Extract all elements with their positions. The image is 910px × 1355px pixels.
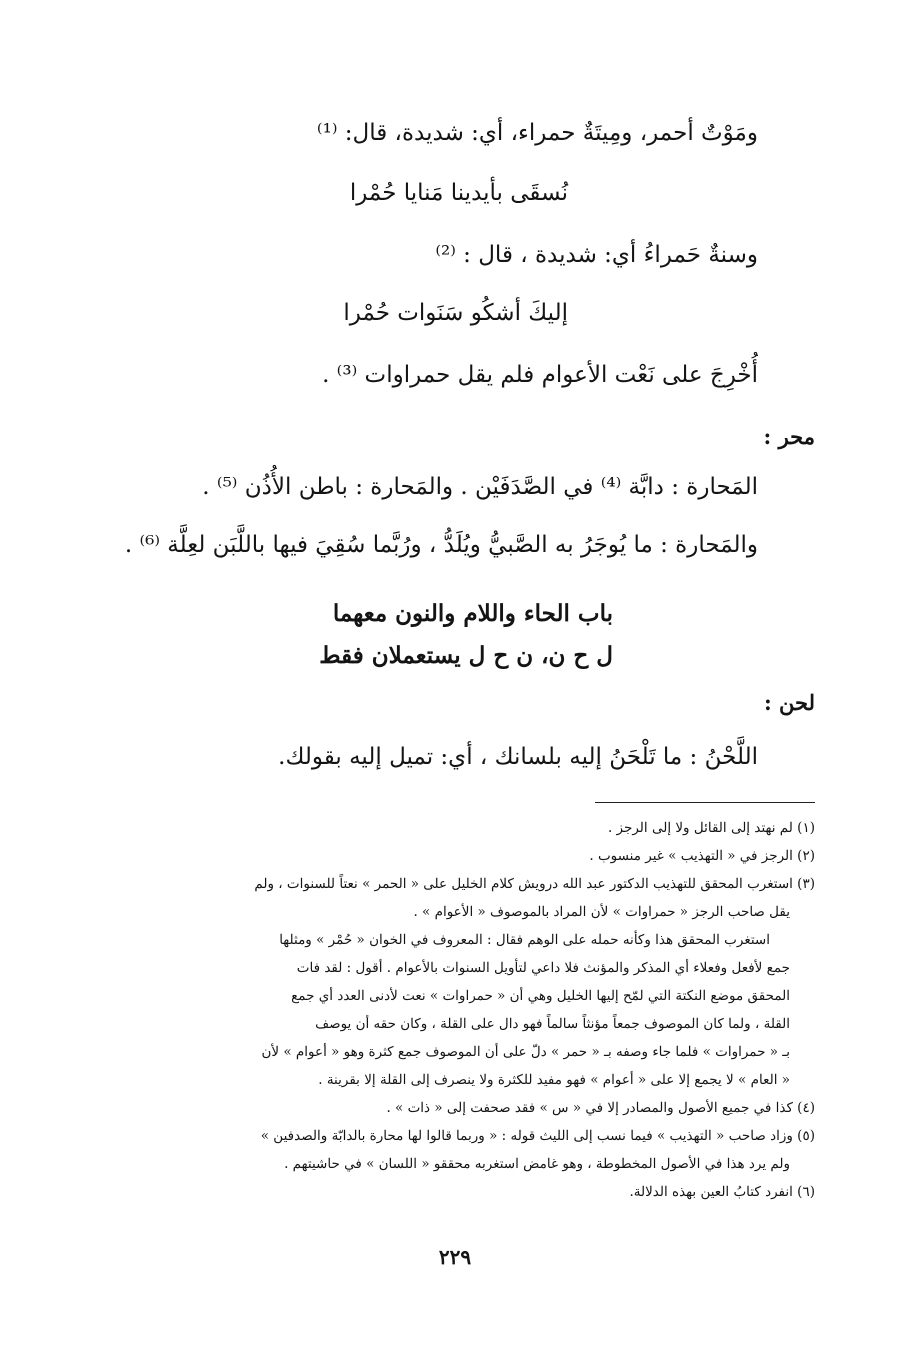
footnote-4: (٤) كذا في جميع الأصول والمصادر إلا في « س » فقد صحفت إلى « ذات » . xyxy=(386,1100,815,1116)
footnote-3-cont: « العام » لا يجمع إلا على « أعوام » فهو مفيد للكثرة ولا ينصرف إلى القلة إلا بقرينة . xyxy=(318,1072,790,1088)
footnote-separator xyxy=(595,802,815,803)
footnote-3: (٣) استغرب المحقق للتهذيب الدكتور عبد الله درويش كلام الخليل على « الحمر » نعتاً للسنوات ، ولم xyxy=(254,876,815,892)
footnote-3-cont: جمع لأفعل وفعلاء أي المذكر والمؤنث فلا داعي لتأويل السنوات بالأعوام . أقول : لقد فات xyxy=(296,960,790,976)
verse-line-2: إليكَ أشكُو سَنَوات حُمْرا xyxy=(343,300,568,326)
text-line-ukhrija: أُخْرِجَ على نَعْت الأعوام فلم يقل حمراوات ⁽³⁾ . xyxy=(322,362,758,388)
chapter-title: باب الحاء واللام والنون معهما xyxy=(332,600,613,627)
text-line-sana: وسنةٌ حَمراءُ أي: شديدة ، قال : ⁽²⁾ xyxy=(435,242,758,268)
footnote-5-cont: ولم يرد هذا في الأصول المخطوطة ، وهو غامض استغربه محققو « اللسان » في حاشيتهم . xyxy=(284,1156,790,1172)
footnote-3-cont: يقل صاحب الرجز « حمراوات » لأن المراد بالموصوف « الأعوام » . xyxy=(413,904,790,920)
footnote-6: (٦) انفرد كتابُ العين بهذه الدلالة. xyxy=(629,1184,815,1200)
text-line-mawt: ومَوْتٌ أحمر، ومِيتَةٌ حمراء، أي: شديدة، قال: ⁽¹⁾ xyxy=(316,120,758,146)
footnote-3-cont: بـ « حمراوات » فلما جاء وصفه بـ « حمر » دلّ على أن الموصوف جمع كثرة وهو « أعوام » لأن xyxy=(261,1044,790,1060)
text-line-lahn: اللَّحْنُ : ما تَلْحَنُ إليه بلسانك ، أي: تميل إليه بقولك. xyxy=(278,744,758,770)
entry-heading-mhr: محر : xyxy=(763,424,815,449)
text-line-mahara-1: المَحارة : دابَّة ⁽⁴⁾ في الصَّدَفَيْن . والمَحارة : باطن الأُذُن ⁽⁵⁾ . xyxy=(202,474,758,500)
text-line-mahara-2: والمَحارة : ما يُوجَرُ به الصَّبيُّ ويُلَدُّ ، ورُبَّما سُقِيَ فيها باللَّبَن لعِلَّة ⁽⁶⁾ . xyxy=(124,532,758,558)
verse-line-1: نُسقَى بأيدينا مَنايا حُمْرا xyxy=(349,180,568,206)
footnote-3-cont: القلة ، ولما كان الموصوف جمعاً مؤنثاً سالماً فهو دال على القلة ، وكان حقه أن يوصف xyxy=(315,1016,790,1032)
footnote-5: (٥) وزاد صاحب « التهذيب » فيما نسب إلى الليث قوله : « وربما قالوا لها محارة بالدابّة والصدفين » xyxy=(260,1128,815,1144)
footnote-1: (١) لم نهتد إلى القائل ولا إلى الرجز . xyxy=(607,820,815,836)
entry-heading-lhn: لحن : xyxy=(763,690,815,715)
footnote-3-cont: استغرب المحقق هذا وكأنه حمله على الوهم فقال : المعروف في الخوان « حُمْر » ومثلها xyxy=(279,932,770,948)
footnote-3-cont: المحقق موضع النكتة التي لمّح إليها الخليل وهي أن « حمراوات » نعت لأدنى العدد أي جمع xyxy=(291,988,790,1004)
page-number: ٢٢٩ xyxy=(438,1245,472,1269)
footnote-2: (٢) الرجز في « التهذيب » غير منسوب . xyxy=(589,848,815,864)
chapter-subtitle: ل ح ن، ن ح ل يستعملان فقط xyxy=(319,642,613,669)
